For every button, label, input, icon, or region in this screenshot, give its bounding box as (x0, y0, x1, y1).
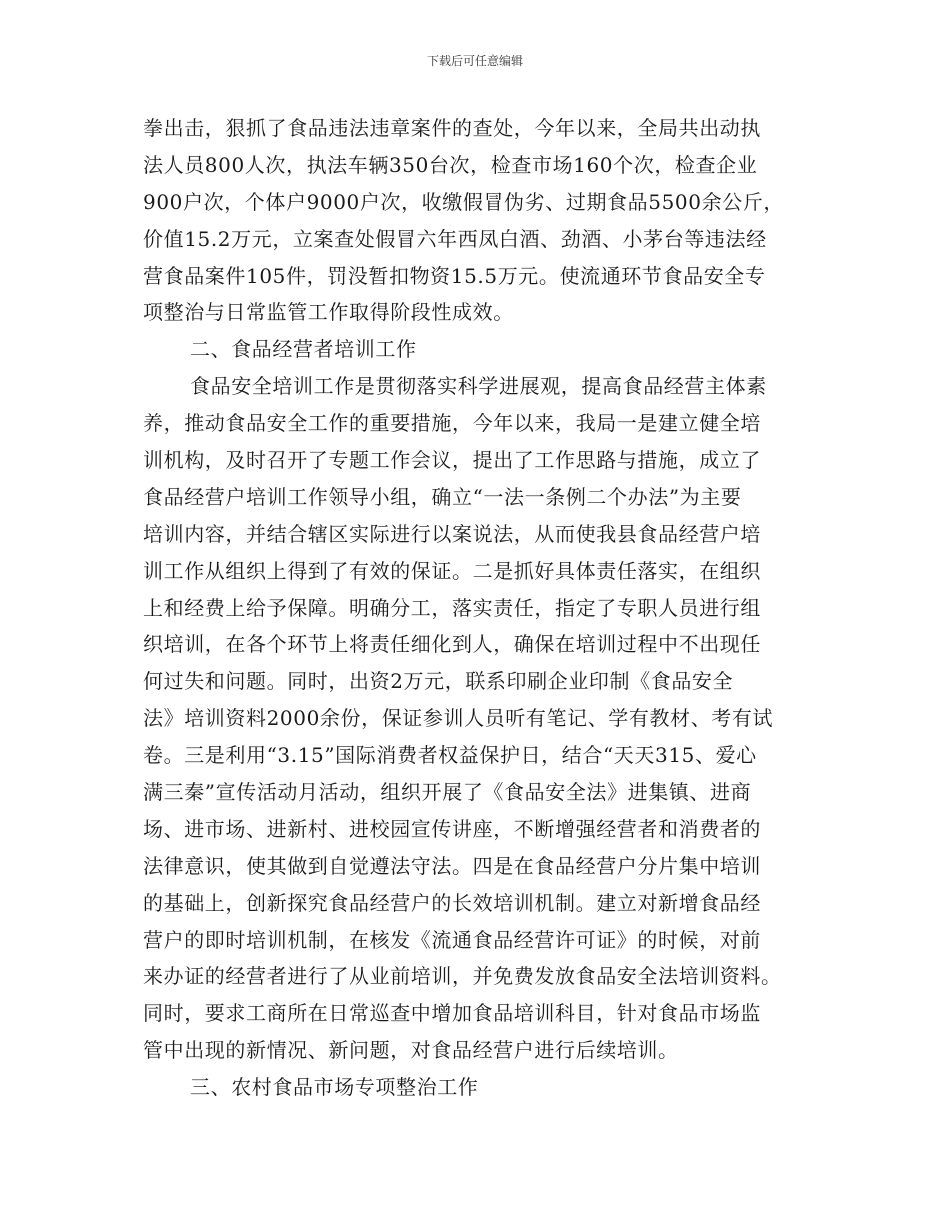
text-line: 养，推动食品安全工作的重要措施，今年以来，我局一是建立健全培 (143, 411, 761, 436)
text-line: 二、食品经营者培训工作 (190, 337, 417, 362)
text-line: 法律意识，使其做到自觉遵法守法。四是在食品经营户分片集中培训 (143, 853, 761, 878)
text-line: 管中出现的新情况、新问题，对食品经营户进行后续培训。 (143, 1038, 679, 1063)
text-line: 项整治与日常监管工作取得阶段性成效。 (143, 300, 514, 325)
text-line: 营户的即时培训机制，在核发《流通食品经营许可证》的时候，对前 (143, 927, 761, 952)
document-body (143, 110, 815, 1106)
text-line: 法人员800人次，执法车辆350台次，检查市场160个次，检查企业 (143, 152, 758, 177)
text-line: 培训内容，并结合辖区实际进行以案说法，从而使我县食品经营户培 (143, 521, 761, 546)
text-line: 织培训，在各个环节上将责任细化到人，确保在培训过程中不出现任 (143, 632, 761, 657)
text-line: 食品经营户培训工作领导小组，确立“一法一条例二个办法”为主要 (143, 484, 742, 509)
text-line: 三、农村食品市场专项整治工作 (190, 1075, 479, 1100)
text-line: 同时，要求工商所在日常巡查中增加食品培训科目，针对食品市场监 (143, 1001, 761, 1026)
text-line: 上和经费上给予保障。明确分工，落实责任，指定了专职人员进行组 (143, 595, 761, 620)
text-line: 法》培训资料2000余份，保证参训人员听有笔记、学有教材、考有试 (143, 706, 774, 731)
page-header: 下载后可任意编辑 (426, 54, 523, 68)
text-line: 来办证的经营者进行了从业前培训，并免费发放食品安全法培训资料。 (143, 964, 782, 989)
text-line: 场、进市场、进新村、进校园宣传讲座，不断增强经营者和消费者的 (143, 816, 761, 841)
text-line: 900户次，个体户9000户次，收缴假冒伪劣、过期食品5500余公斤， (143, 189, 784, 214)
text-line: 价值15.2万元，立案查处假冒六年西凤白酒、劲酒、小茅台等违法经 (143, 226, 767, 251)
text-line: 训机构，及时召开了专题工作会议，提出了工作思路与措施，成立了 (143, 448, 761, 473)
text-line: 满三秦”宣传活动月活动，组织开展了《食品安全法》进集镇、进商 (143, 780, 752, 805)
text-line: 训工作从组织上得到了有效的保证。二是抓好具体责任落实，在组织 (143, 558, 761, 583)
text-line: 何过失和问题。同时，出资2万元，联系印刷企业印制《食品安全 (143, 669, 734, 694)
text-line: 食品安全培训工作是贯彻落实科学进展观，提高食品经营主体素 (190, 374, 767, 399)
text-line: 的基础上，创新探究食品经营户的长效培训机制。建立对新增食品经 (143, 890, 761, 915)
text-line: 营食品案件105件，罚没暂扣物资15.5万元。使流通环节食品安全专 (143, 263, 766, 288)
text-line: 卷。三是利用“3.15”国际消费者权益保护日，结合“天天315、爱心 (143, 743, 757, 768)
text-line: 拳出击，狠抓了食品违法违章案件的查处，今年以来，全局共出动执 (143, 116, 761, 140)
